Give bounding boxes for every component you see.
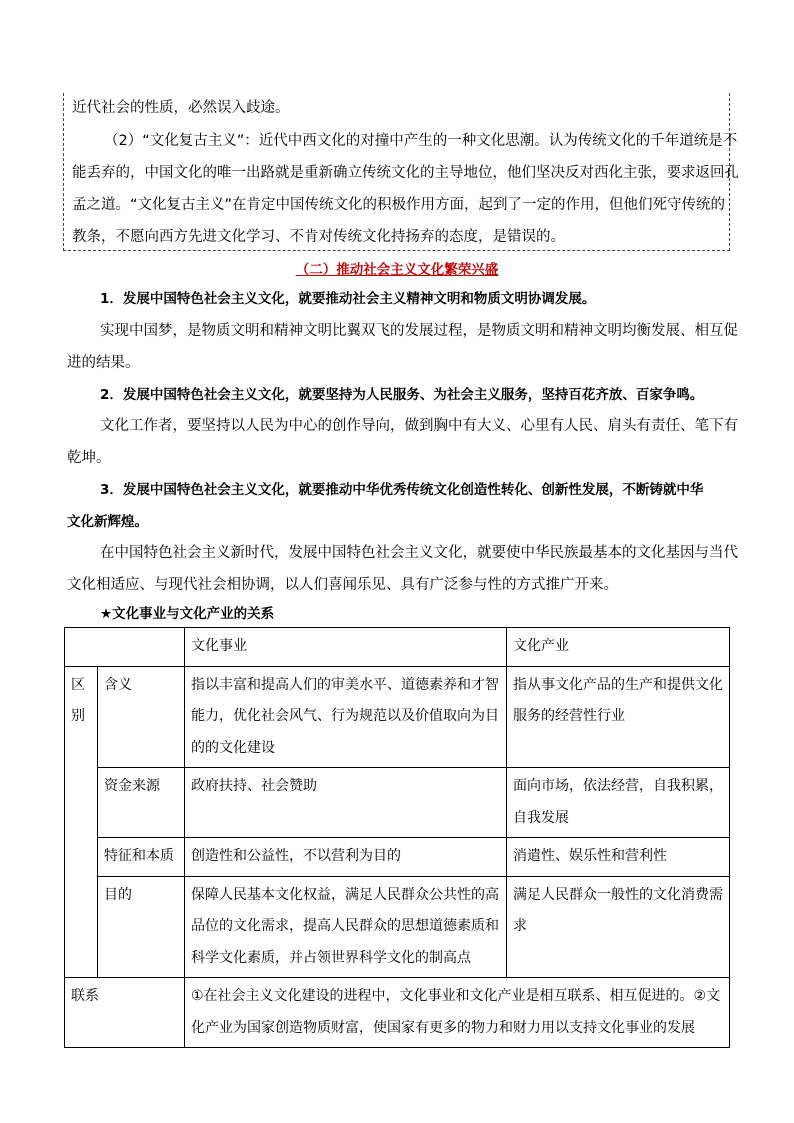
header-empty-cell	[65, 628, 185, 667]
table-row	[65, 876, 730, 978]
relation-table	[64, 627, 730, 1048]
box-line-3: 能丢弃的，中国文化的唯一出路就是重新确立传统文化的主导地位，他们坚决反对西化主张，要求返回孔	[72, 165, 739, 181]
row-label: 含义	[98, 666, 185, 768]
group-label: 区别	[71, 676, 85, 724]
point-1-line-2: 进的结果。	[67, 355, 140, 371]
row-label: 资金来源	[98, 768, 185, 838]
link-text: ①在社会主义文化建设的进程中，文化事业和文化产业是相互联系、相互促进的。②文化产业为国家创造物质财富，使国家有更多的物力和财力用以支持文化事业的发展	[185, 978, 730, 1048]
point-1-title: 1．发展中国特色社会主义文化，就要推动社会主义精神文明和物质文明协调发展。	[100, 291, 596, 307]
point-3-line-2: 文化相适应、与现代社会相协调，以人们喜闻乐见、具有广泛参与性的方式推广开来。	[67, 577, 618, 593]
table-link-row	[65, 978, 730, 1048]
row-cell-undertaking: 创造性和公益性，不以营利为目的	[185, 838, 507, 877]
table-row	[65, 666, 730, 768]
point-3-line-1: 在中国特色社会主义新时代，发展中国特色社会主义文化，就要使中华民族最基本的文化基因与当代	[100, 545, 738, 561]
row-cell-industry: 面向市场，依法经营，自我积累，自我发展	[507, 768, 730, 838]
row-cell-industry: 满足人民群众一般性的文化消费需求	[507, 876, 730, 978]
box-line-2: （2）“文化复古主义”：近代中西文化的对撞中产生的一种文化思潮。认为传统文化的千年道统是不	[104, 133, 738, 149]
row-cell-undertaking: 政府扶持、社会赞助	[185, 768, 507, 838]
row-cell-industry: 指从事文化产品的生产和提供文化服务的经营性行业	[507, 666, 730, 768]
table-row	[65, 768, 730, 838]
row-cell-undertaking: 指以丰富和提高人们的审美水平、道德素养和才智能力，优化社会风气、行为规范以及价值取向为目的的文化建设	[185, 666, 507, 768]
point-2-title: 2．发展中国特色社会主义文化，就要坚持为人民服务、为社会主义服务，坚持百花齐放、百家争鸣。	[100, 387, 704, 403]
point-2-line-1: 文化工作者，要坚持以人民为中心的创作导向，做到胸中有大义、心里有人民、肩头有责任、笔下有	[100, 418, 738, 434]
table-row	[65, 838, 730, 877]
row-label: 目的	[98, 876, 185, 978]
point-3-title-line-1: 3．发展中国特色社会主义文化，就要推动中华优秀传统文化创造性转化、创新性发展，不断铸就中华	[100, 482, 704, 498]
table-title: ★文化事业与文化产业的关系	[100, 606, 275, 622]
row-cell-undertaking: 保障人民基本文化权益，满足人民群众公共性的高品位的文化需求，提高人民群众的思想道德素质和科学文化素质，并占领世界科学文化的制高点	[185, 876, 507, 978]
header-cultural-undertaking: 文化事业	[185, 628, 507, 667]
box-line-5: 教条，不愿向西方先进文化学习、不肯对传统文化持扬弃的态度，是错误的。	[72, 229, 565, 245]
row-label: 特征和本质	[98, 838, 185, 877]
point-3-title-line-2: 文化新辉煌。	[67, 514, 148, 530]
box-line-1: 近代社会的性质，必然误入歧途。	[72, 100, 290, 116]
point-2-line-2: 乾坤。	[67, 450, 111, 466]
group-label-cell	[65, 666, 98, 978]
box-line-4: 孟之道。“文化复古主义”在肯定中国传统文化的积极作用方面，起到了一定的作用，但他们死守传统的	[72, 197, 726, 213]
link-label: 联系	[65, 978, 185, 1048]
header-cultural-industry: 文化产业	[507, 628, 730, 667]
section-title: （二）推动社会主义文化繁荣兴盛	[295, 262, 499, 278]
row-cell-industry: 消遣性、娱乐性和营利性	[507, 838, 730, 877]
table-header-row	[65, 628, 730, 667]
point-1-line-1: 实现中国梦，是物质文明和精神文明比翼双飞的发展过程，是物质文明和精神文明均衡发展、相互促	[100, 323, 738, 339]
